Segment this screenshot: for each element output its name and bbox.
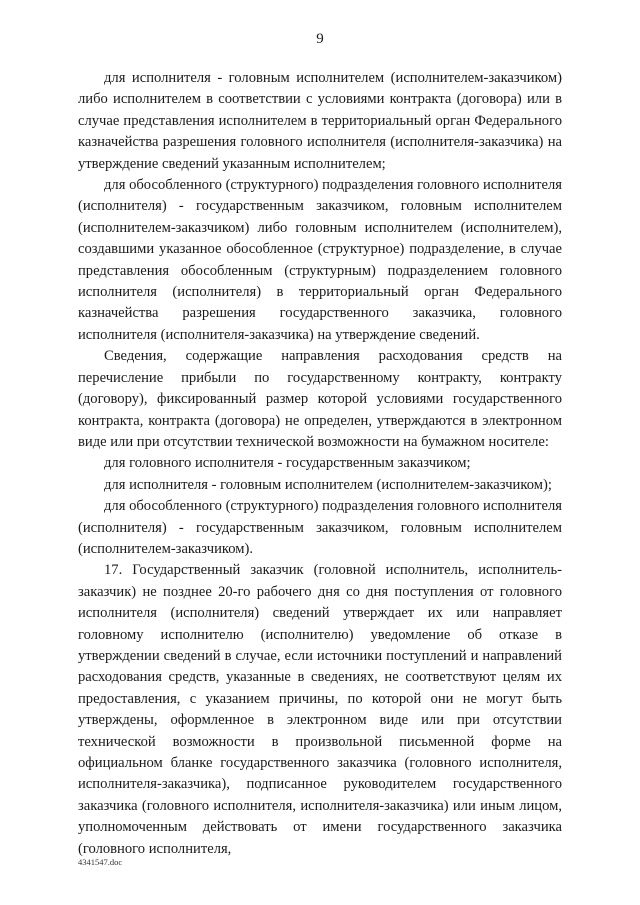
document-file-code: 4341547.doc [78, 857, 123, 867]
paragraph: для головного исполнителя - государственным заказчиком; [104, 455, 471, 472]
paragraph: Сведения, содержащие направления расходования средств на перечисление прибыли по государственному контракту, контракту (договору), фиксированный размер которой условиями государственного контракта, контракта (договора) не определен, утверждаются в электронном виде или при отсутствии технической возможности на бумажном носителе: [78, 348, 562, 450]
paragraph: 17. Государственный заказчик (головной исполнитель, исполнитель-заказчик) не позднее 20-го рабочего дня со дня поступления от головного исполнителя (исполнителя) сведений утверждает их или направляет головному исполнителю (исполнителю) уведомление об отказе в утверждении сведений в случае, если источники поступлений и направлений расходования средств, указанные в сведениях, не соответствуют целям их предоставления, с указанием причины, по которой они не могут быть утверждены, оформленное в электронном виде или при отсутствии технической возможности в произвольной письменной форме на официальном бланке государственного заказчика (головного исполнителя, исполнителя-заказчика), подписанное руководителем государственного заказчика (головного исполнителя, исполнителя-заказчика) или иным лицом, уполномоченным действовать от имени государственного заказчика (головного исполнителя, [78, 562, 562, 857]
paragraph: для исполнителя - головным исполнителем (исполнителем-заказчиком) либо исполнителем в соответствии с условиями контракта (договора) или в случае представления исполнителем в территориальный орган Федерального казначейства разрешения головного исполнителя (исполнителя-заказчика) на утверждение сведений указанным исполнителем; [78, 70, 562, 172]
page-number: 9 [316, 31, 324, 47]
paragraph: для обособленного (структурного) подразделения головного исполнителя (исполнителя) - государственным заказчиком, головным исполнителем (исполнителем-заказчиком) либо головным исполнителем (исполнителем), создавшими указанное обособленное (структурное) подразделение, в случае представления обособленным (структурным) подразделением головного исполнителя (исполнителя) в территориальный орган Федерального казначейства разрешения государственного заказчика, головного исполнителя (исполнителя-заказчика) на утверждение сведений. [78, 177, 562, 343]
document-body [78, 68, 562, 860]
paragraph: для исполнителя - головным исполнителем (исполнителем-заказчиком); [104, 476, 552, 493]
paragraph: для обособленного (структурного) подразделения головного исполнителя (исполнителя) - государственным заказчиком, головным исполнителем (исполнителем-заказчиком). [78, 498, 562, 557]
